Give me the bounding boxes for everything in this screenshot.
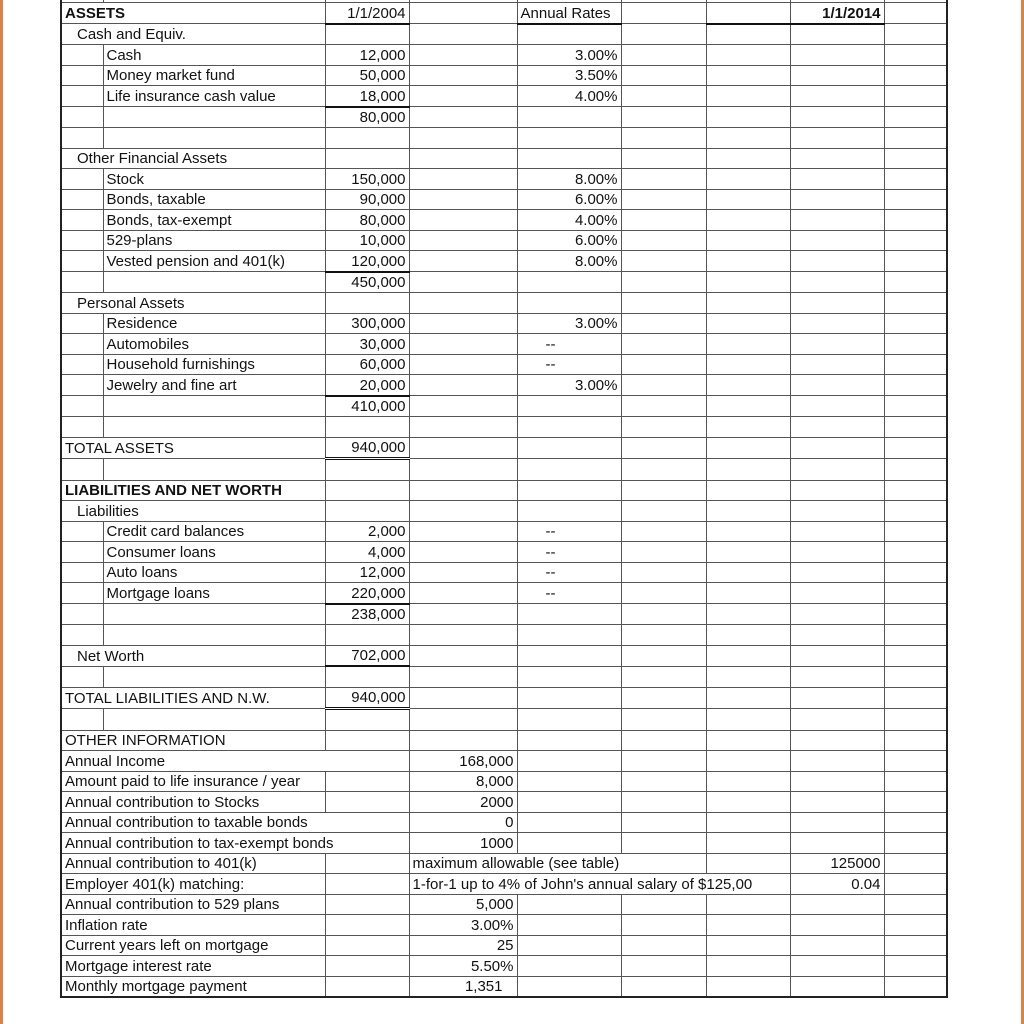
other-info-heading: OTHER INFORMATION [61, 730, 103, 751]
item-label: Consumer loans [103, 542, 325, 563]
info-label: Current years left on mortgage [61, 935, 103, 956]
table-row [61, 86, 947, 107]
table-row [61, 375, 947, 396]
item-label: Mortgage loans [103, 583, 325, 604]
table-row [61, 956, 947, 977]
start-date: 1/1/2004 [325, 3, 409, 24]
info-value[interactable]: 1000 [409, 833, 517, 854]
info-label: Mortgage interest rate [61, 956, 103, 977]
net-worth-label: Net Worth [61, 645, 103, 666]
section-row [61, 148, 947, 169]
item-value[interactable]: 80,000 [325, 210, 409, 231]
subtotal-value[interactable]: 238,000 [325, 604, 409, 625]
section-row [61, 293, 947, 314]
item-value[interactable]: 12,000 [325, 45, 409, 66]
info-value[interactable]: 3.00% [409, 915, 517, 936]
section-header-row [61, 730, 947, 751]
table-row [61, 771, 947, 792]
balance-sheet [60, 0, 946, 998]
item-rate[interactable]: 6.00% [517, 189, 621, 210]
section-row [61, 501, 947, 522]
item-value[interactable]: 50,000 [325, 65, 409, 86]
table-row [61, 542, 947, 563]
item-label: Vested pension and 401(k) [103, 251, 325, 272]
net-worth-value[interactable]: 702,000 [325, 645, 409, 666]
info-note[interactable]: 1-for-1 up to 4% of John's annual salary of $125,00 [409, 874, 517, 895]
item-label: Credit card balances [103, 521, 325, 542]
table-row [61, 334, 947, 355]
item-value[interactable]: 120,000 [325, 251, 409, 272]
blank-row [61, 666, 947, 687]
total-liabilities-label: TOTAL LIABILITIES AND N.W. [61, 687, 103, 709]
table-row [61, 853, 947, 874]
info-label: Annual Income [61, 751, 103, 772]
info-value[interactable]: 25 [409, 935, 517, 956]
item-label: Life insurance cash value [103, 86, 325, 107]
item-rate[interactable]: -- [517, 354, 621, 375]
table-row [61, 915, 947, 936]
item-value[interactable]: 30,000 [325, 334, 409, 355]
section-title: Personal Assets [61, 293, 103, 314]
total-assets-value[interactable]: 940,000 [325, 437, 409, 459]
section-title: Liabilities [61, 501, 103, 522]
item-rate[interactable]: 3.00% [517, 375, 621, 396]
item-value[interactable]: 4,000 [325, 542, 409, 563]
item-label: Bonds, taxable [103, 189, 325, 210]
subtotal-row [61, 604, 947, 625]
table-row [61, 976, 947, 997]
table-row [61, 521, 947, 542]
item-rate[interactable]: 3.50% [517, 65, 621, 86]
table-row [61, 313, 947, 334]
item-label: 529-plans [103, 230, 325, 251]
net-worth-row [61, 645, 947, 666]
item-rate[interactable]: 4.00% [517, 86, 621, 107]
subtotal-value[interactable]: 450,000 [325, 272, 409, 293]
table-row [61, 189, 947, 210]
item-value[interactable]: 220,000 [325, 583, 409, 604]
section-header-row [61, 480, 947, 501]
table-row [61, 230, 947, 251]
section-row [61, 24, 947, 45]
item-label: Auto loans [103, 562, 325, 583]
total-assets-label: TOTAL ASSETS [61, 437, 103, 459]
info-value[interactable]: 8,000 [409, 771, 517, 792]
item-value[interactable]: 300,000 [325, 313, 409, 334]
info-value[interactable]: 1,351 [409, 976, 517, 997]
info-value[interactable]: 2000 [409, 792, 517, 813]
blank-row [61, 625, 947, 646]
info-extra[interactable]: 0.04 [790, 874, 884, 895]
section-title: Other Financial Assets [61, 148, 103, 169]
subtotal-row [61, 396, 947, 417]
liabilities-heading: LIABILITIES AND NET WORTH [61, 480, 103, 501]
item-label: Cash [103, 45, 325, 66]
blank-row [61, 459, 947, 481]
item-value[interactable]: 18,000 [325, 86, 409, 107]
subtotal-value[interactable]: 80,000 [325, 107, 409, 128]
item-label: Money market fund [103, 65, 325, 86]
table-row [61, 210, 947, 231]
info-label: Annual contribution to 529 plans [61, 894, 103, 915]
info-label: Employer 401(k) matching: [61, 874, 103, 895]
table-row [61, 874, 947, 895]
item-rate[interactable]: 3.00% [517, 45, 621, 66]
info-value[interactable]: 0 [409, 812, 517, 833]
table-row [61, 812, 947, 833]
blank-row [61, 128, 947, 149]
table-row [61, 833, 947, 854]
item-rate[interactable]: -- [517, 521, 621, 542]
page-edge-left [0, 0, 3, 1024]
info-value[interactable]: 5.50% [409, 956, 517, 977]
info-label: Annual contribution to tax-exempt bonds [61, 833, 103, 854]
table-row [61, 251, 947, 272]
info-label: Annual contribution to Stocks [61, 792, 103, 813]
item-value[interactable]: 60,000 [325, 354, 409, 375]
table-row [61, 751, 947, 772]
info-label: Inflation rate [61, 915, 103, 936]
header-row [61, 3, 947, 24]
info-note[interactable]: maximum allowable (see table) [409, 853, 517, 874]
item-rate[interactable]: 3.00% [517, 313, 621, 334]
item-label: Residence [103, 313, 325, 334]
item-value[interactable]: 2,000 [325, 521, 409, 542]
total-liabilities-row [61, 687, 947, 709]
info-label: Annual contribution to taxable bonds [61, 812, 103, 833]
total-liabilities-value[interactable]: 940,000 [325, 687, 409, 709]
spreadsheet-grid [60, 0, 948, 998]
item-label: Automobiles [103, 334, 325, 355]
item-rate[interactable]: 8.00% [517, 169, 621, 190]
table-row [61, 169, 947, 190]
item-rate[interactable]: 6.00% [517, 230, 621, 251]
item-rate[interactable]: -- [517, 334, 621, 355]
item-rate[interactable]: 8.00% [517, 251, 621, 272]
item-label: Stock [103, 169, 325, 190]
item-value[interactable]: 150,000 [325, 169, 409, 190]
end-date: 1/1/2014 [790, 3, 884, 24]
item-value[interactable]: 20,000 [325, 375, 409, 396]
total-assets-row [61, 437, 947, 459]
item-rate[interactable]: -- [517, 542, 621, 563]
info-label: Monthly mortgage payment [61, 976, 103, 997]
annual-rates-heading: Annual Rates [517, 3, 621, 24]
blank-row [61, 709, 947, 731]
item-label: Bonds, tax-exempt [103, 210, 325, 231]
assets-heading: ASSETS [61, 3, 103, 24]
info-value[interactable]: 168,000 [409, 751, 517, 772]
table-row [61, 792, 947, 813]
item-label: Household furnishings [103, 354, 325, 375]
table-row [61, 894, 947, 915]
info-value[interactable]: 5,000 [409, 894, 517, 915]
item-value[interactable]: 90,000 [325, 189, 409, 210]
table-row [61, 583, 947, 604]
item-rate[interactable]: 4.00% [517, 210, 621, 231]
table-row [61, 935, 947, 956]
table-row [61, 354, 947, 375]
table-row [61, 562, 947, 583]
blank-row [61, 417, 947, 438]
section-title: Cash and Equiv. [61, 24, 103, 45]
subtotal-value[interactable]: 410,000 [325, 396, 409, 417]
item-rate[interactable]: -- [517, 562, 621, 583]
subtotal-row [61, 107, 947, 128]
item-label: Jewelry and fine art [103, 375, 325, 396]
item-value[interactable]: 12,000 [325, 562, 409, 583]
table-row [61, 65, 947, 86]
item-value[interactable]: 10,000 [325, 230, 409, 251]
subtotal-row [61, 272, 947, 293]
info-extra[interactable]: 125000 [790, 853, 884, 874]
item-rate[interactable]: -- [517, 583, 621, 604]
table-row [61, 45, 947, 66]
info-label: Amount paid to life insurance / year [61, 771, 103, 792]
info-label: Annual contribution to 401(k) [61, 853, 103, 874]
